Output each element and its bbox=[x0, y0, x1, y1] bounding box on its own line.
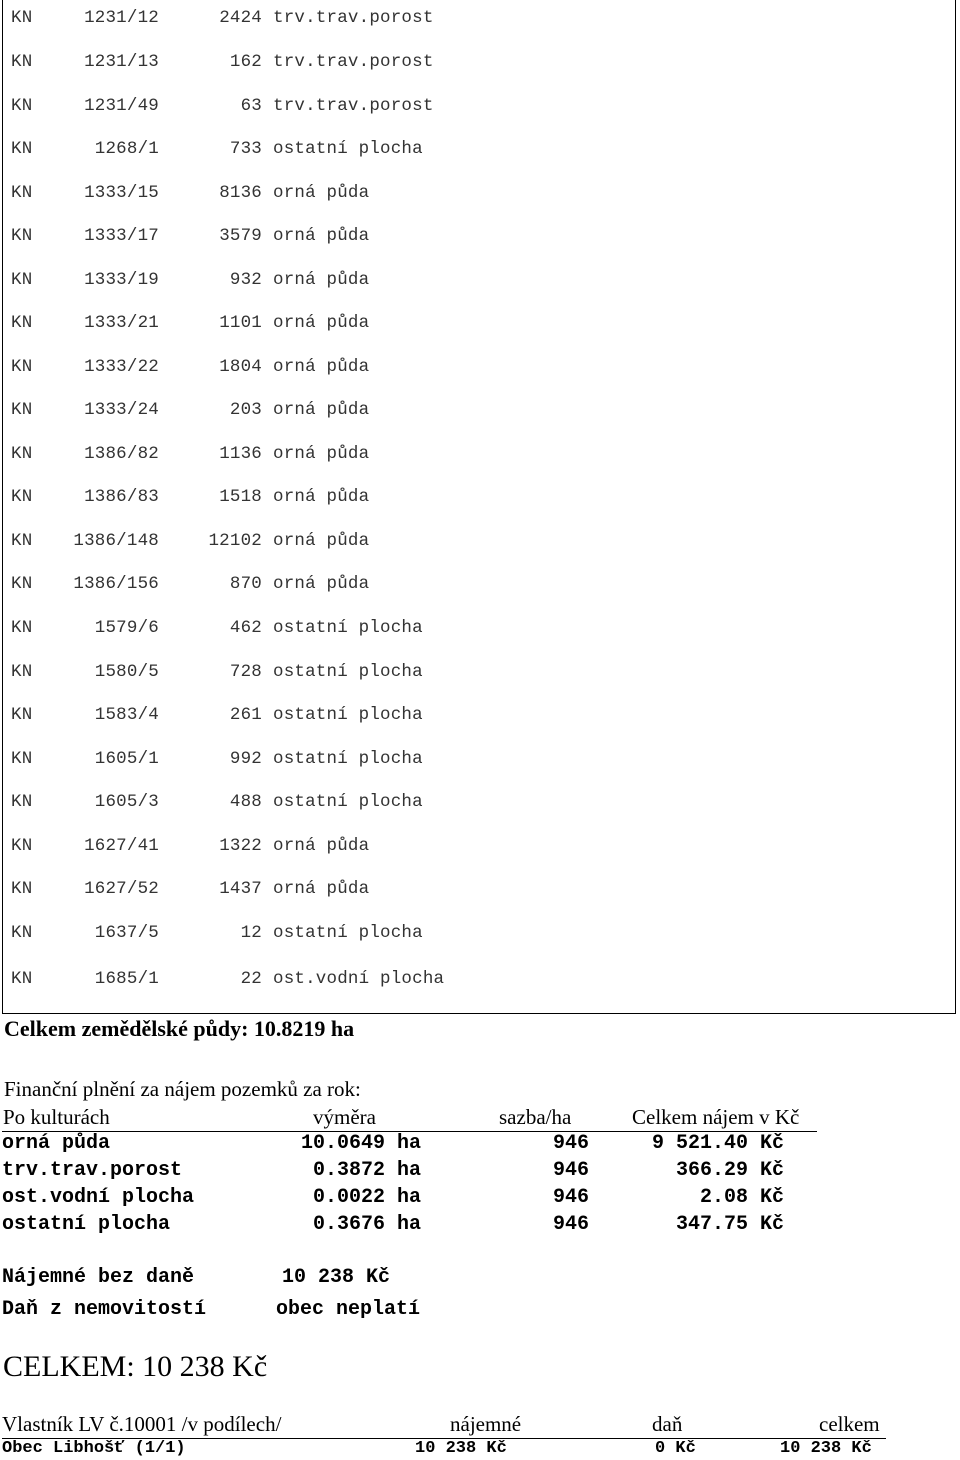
parcel-source: KN bbox=[11, 662, 33, 682]
owner-name: Obec Libhošť (1/1) bbox=[2, 1439, 186, 1458]
grand-total: CELKEM: 10 238 Kč bbox=[3, 1350, 268, 1383]
parcel-land-type: ostatní plocha bbox=[273, 662, 423, 682]
header-owner-total: celkem bbox=[819, 1412, 880, 1436]
finance-area: 0.3676 ha bbox=[312, 1213, 421, 1236]
finance-row bbox=[0, 1186, 960, 1212]
parcel-number: 1268/1 bbox=[94, 139, 159, 159]
parcel-number: 1605/1 bbox=[94, 749, 159, 769]
parcel-area: 1437 bbox=[219, 879, 262, 899]
parcel-number: 1605/3 bbox=[94, 792, 159, 812]
parcel-land-type: orná půda bbox=[273, 487, 370, 507]
total-agricultural-land: Celkem zemědělské půdy: 10.8219 ha bbox=[4, 1016, 355, 1041]
parcel-source: KN bbox=[11, 96, 33, 116]
parcel-number: 1627/52 bbox=[84, 879, 159, 899]
parcel-row bbox=[3, 357, 953, 381]
parcel-row bbox=[3, 705, 953, 729]
parcel-source: KN bbox=[11, 969, 33, 989]
parcel-row bbox=[3, 96, 953, 120]
parcel-row bbox=[3, 487, 953, 511]
finance-rate: 946 bbox=[552, 1132, 589, 1155]
parcel-area: 1136 bbox=[219, 444, 262, 464]
parcel-row bbox=[3, 139, 953, 163]
parcel-area: 261 bbox=[229, 705, 262, 725]
parcel-area: 1804 bbox=[219, 357, 262, 377]
parcel-row bbox=[3, 923, 953, 947]
parcel-source: KN bbox=[11, 8, 33, 28]
finance-total: 2.08 Kč bbox=[699, 1186, 784, 1209]
parcel-row bbox=[3, 444, 953, 468]
parcel-row bbox=[3, 574, 953, 598]
parcel-land-type: ostatní plocha bbox=[273, 792, 423, 812]
parcel-row bbox=[3, 226, 953, 250]
header-total: Celkem nájem v Kč bbox=[632, 1105, 800, 1129]
finance-row bbox=[0, 1213, 960, 1239]
finance-area: 0.0022 ha bbox=[312, 1186, 421, 1209]
parcel-table bbox=[2, 0, 956, 1014]
parcel-area: 1322 bbox=[219, 836, 262, 856]
parcel-number: 1333/19 bbox=[84, 270, 159, 290]
parcel-row bbox=[3, 183, 953, 207]
header-culture: Po kulturách bbox=[3, 1105, 110, 1129]
summary-label: Nájemné bez daně bbox=[2, 1266, 195, 1289]
parcel-source: KN bbox=[11, 400, 33, 420]
parcel-source: KN bbox=[11, 792, 33, 812]
parcel-land-type: orná půda bbox=[273, 836, 370, 856]
parcel-source: KN bbox=[11, 487, 33, 507]
parcel-number: 1333/17 bbox=[84, 226, 159, 246]
parcel-source: KN bbox=[11, 531, 33, 551]
parcel-source: KN bbox=[11, 749, 33, 769]
parcel-land-type: ostatní plocha bbox=[273, 749, 423, 769]
parcel-source: KN bbox=[11, 879, 33, 899]
owner-total: 10 238 Kč bbox=[780, 1439, 872, 1458]
parcel-row bbox=[3, 531, 953, 555]
header-area: výměra bbox=[313, 1105, 376, 1129]
parcel-number: 1333/22 bbox=[84, 357, 159, 377]
parcel-land-type: orná půda bbox=[273, 226, 370, 246]
parcel-number: 1333/24 bbox=[84, 400, 159, 420]
summary-value: 10 238 Kč bbox=[282, 1266, 391, 1289]
header-rent: nájemné bbox=[450, 1412, 522, 1436]
parcel-row bbox=[3, 52, 953, 76]
parcel-number: 1333/15 bbox=[84, 183, 159, 203]
parcel-row bbox=[3, 400, 953, 424]
owner-tax: 0 Kč bbox=[655, 1439, 696, 1458]
finance-area: 0.3872 ha bbox=[312, 1159, 421, 1182]
parcel-source: KN bbox=[11, 618, 33, 638]
parcel-source: KN bbox=[11, 705, 33, 725]
parcel-number: 1386/83 bbox=[84, 487, 159, 507]
parcel-row bbox=[3, 969, 953, 993]
finance-title: Finanční plnění za nájem pozemků za rok: bbox=[4, 1077, 361, 1101]
parcel-number: 1231/13 bbox=[84, 52, 159, 72]
parcel-area: 462 bbox=[229, 618, 262, 638]
parcel-land-type: trv.trav.porost bbox=[273, 8, 434, 28]
parcel-area: 1518 bbox=[219, 487, 262, 507]
parcel-source: KN bbox=[11, 139, 33, 159]
parcel-source: KN bbox=[11, 357, 33, 377]
parcel-source: KN bbox=[11, 574, 33, 594]
finance-culture: ost.vodní plocha bbox=[2, 1186, 195, 1209]
parcel-area: 162 bbox=[229, 52, 262, 72]
summary-row bbox=[0, 1298, 960, 1326]
parcel-row bbox=[3, 618, 953, 642]
owner-row bbox=[0, 1439, 960, 1459]
parcel-land-type: orná půda bbox=[273, 444, 370, 464]
parcel-number: 1627/41 bbox=[84, 836, 159, 856]
parcel-land-type: ostatní plocha bbox=[273, 705, 423, 725]
parcel-area: 1101 bbox=[219, 313, 262, 333]
owner-rent: 10 238 Kč bbox=[415, 1439, 507, 1458]
summary-label: Daň z nemovitostí bbox=[2, 1298, 207, 1321]
parcel-area: 12 bbox=[240, 923, 262, 943]
parcel-number: 1386/148 bbox=[73, 531, 159, 551]
parcel-area: 733 bbox=[229, 139, 262, 159]
finance-rate: 946 bbox=[552, 1186, 589, 1209]
parcel-row bbox=[3, 662, 953, 686]
parcel-area: 203 bbox=[229, 400, 262, 420]
parcel-number: 1579/6 bbox=[94, 618, 159, 638]
parcel-source: KN bbox=[11, 52, 33, 72]
finance-row bbox=[0, 1132, 960, 1158]
header-owner: Vlastník LV č.10001 /v podílech/ bbox=[2, 1412, 282, 1436]
parcel-number: 1685/1 bbox=[94, 969, 159, 989]
parcel-source: KN bbox=[11, 923, 33, 943]
parcel-number: 1333/21 bbox=[84, 313, 159, 333]
finance-row bbox=[0, 1159, 960, 1185]
parcel-land-type: orná půda bbox=[273, 531, 370, 551]
finance-culture: trv.trav.porost bbox=[2, 1159, 183, 1182]
parcel-number: 1386/82 bbox=[84, 444, 159, 464]
parcel-source: KN bbox=[11, 444, 33, 464]
finance-table-header bbox=[2, 1105, 817, 1132]
parcel-area: 992 bbox=[229, 749, 262, 769]
parcel-number: 1386/156 bbox=[73, 574, 159, 594]
finance-total: 347.75 Kč bbox=[675, 1213, 784, 1236]
parcel-source: KN bbox=[11, 270, 33, 290]
parcel-number: 1231/49 bbox=[84, 96, 159, 116]
parcel-land-type: ost.vodní plocha bbox=[273, 969, 445, 989]
parcel-number: 1580/5 bbox=[94, 662, 159, 682]
parcel-land-type: ostatní plocha bbox=[273, 923, 423, 943]
parcel-number: 1231/12 bbox=[84, 8, 159, 28]
parcel-land-type: orná půda bbox=[273, 270, 370, 290]
finance-culture: orná půda bbox=[2, 1132, 111, 1155]
parcel-row bbox=[3, 270, 953, 294]
parcel-land-type: ostatní plocha bbox=[273, 139, 423, 159]
parcel-row bbox=[3, 749, 953, 773]
finance-rate: 946 bbox=[552, 1213, 589, 1236]
parcel-number: 1583/4 bbox=[94, 705, 159, 725]
finance-culture: ostatní plocha bbox=[2, 1213, 171, 1236]
parcel-source: KN bbox=[11, 313, 33, 333]
header-tax: daň bbox=[652, 1412, 683, 1436]
summary-row bbox=[0, 1266, 960, 1294]
finance-total: 9 521.40 Kč bbox=[651, 1132, 784, 1155]
parcel-area: 728 bbox=[229, 662, 262, 682]
parcel-area: 22 bbox=[240, 969, 262, 989]
finance-rate: 946 bbox=[552, 1159, 589, 1182]
parcel-land-type: orná půda bbox=[273, 183, 370, 203]
parcel-source: KN bbox=[11, 226, 33, 246]
parcel-number: 1637/5 bbox=[94, 923, 159, 943]
parcel-row bbox=[3, 313, 953, 337]
owner-table-header bbox=[2, 1412, 886, 1439]
parcel-area: 63 bbox=[240, 96, 262, 116]
parcel-row bbox=[3, 879, 953, 903]
parcel-land-type: trv.trav.porost bbox=[273, 52, 434, 72]
parcel-area: 488 bbox=[229, 792, 262, 812]
parcel-land-type: orná půda bbox=[273, 879, 370, 899]
parcel-land-type: orná půda bbox=[273, 313, 370, 333]
header-rate: sazba/ha bbox=[499, 1105, 572, 1129]
finance-area: 10.0649 ha bbox=[300, 1132, 421, 1155]
parcel-area: 3579 bbox=[219, 226, 262, 246]
parcel-land-type: trv.trav.porost bbox=[273, 96, 434, 116]
parcel-land-type: orná půda bbox=[273, 357, 370, 377]
parcel-row bbox=[3, 792, 953, 816]
parcel-land-type: ostatní plocha bbox=[273, 618, 423, 638]
finance-total: 366.29 Kč bbox=[675, 1159, 784, 1182]
parcel-land-type: orná půda bbox=[273, 574, 370, 594]
parcel-area: 12102 bbox=[208, 531, 262, 551]
parcel-area: 870 bbox=[229, 574, 262, 594]
parcel-area: 932 bbox=[229, 270, 262, 290]
summary-value: obec neplatí bbox=[276, 1298, 421, 1321]
parcel-row bbox=[3, 8, 953, 32]
parcel-land-type: orná půda bbox=[273, 400, 370, 420]
parcel-source: KN bbox=[11, 183, 33, 203]
parcel-area: 2424 bbox=[219, 8, 262, 28]
parcel-row bbox=[3, 836, 953, 860]
parcel-area: 8136 bbox=[219, 183, 262, 203]
parcel-source: KN bbox=[11, 836, 33, 856]
